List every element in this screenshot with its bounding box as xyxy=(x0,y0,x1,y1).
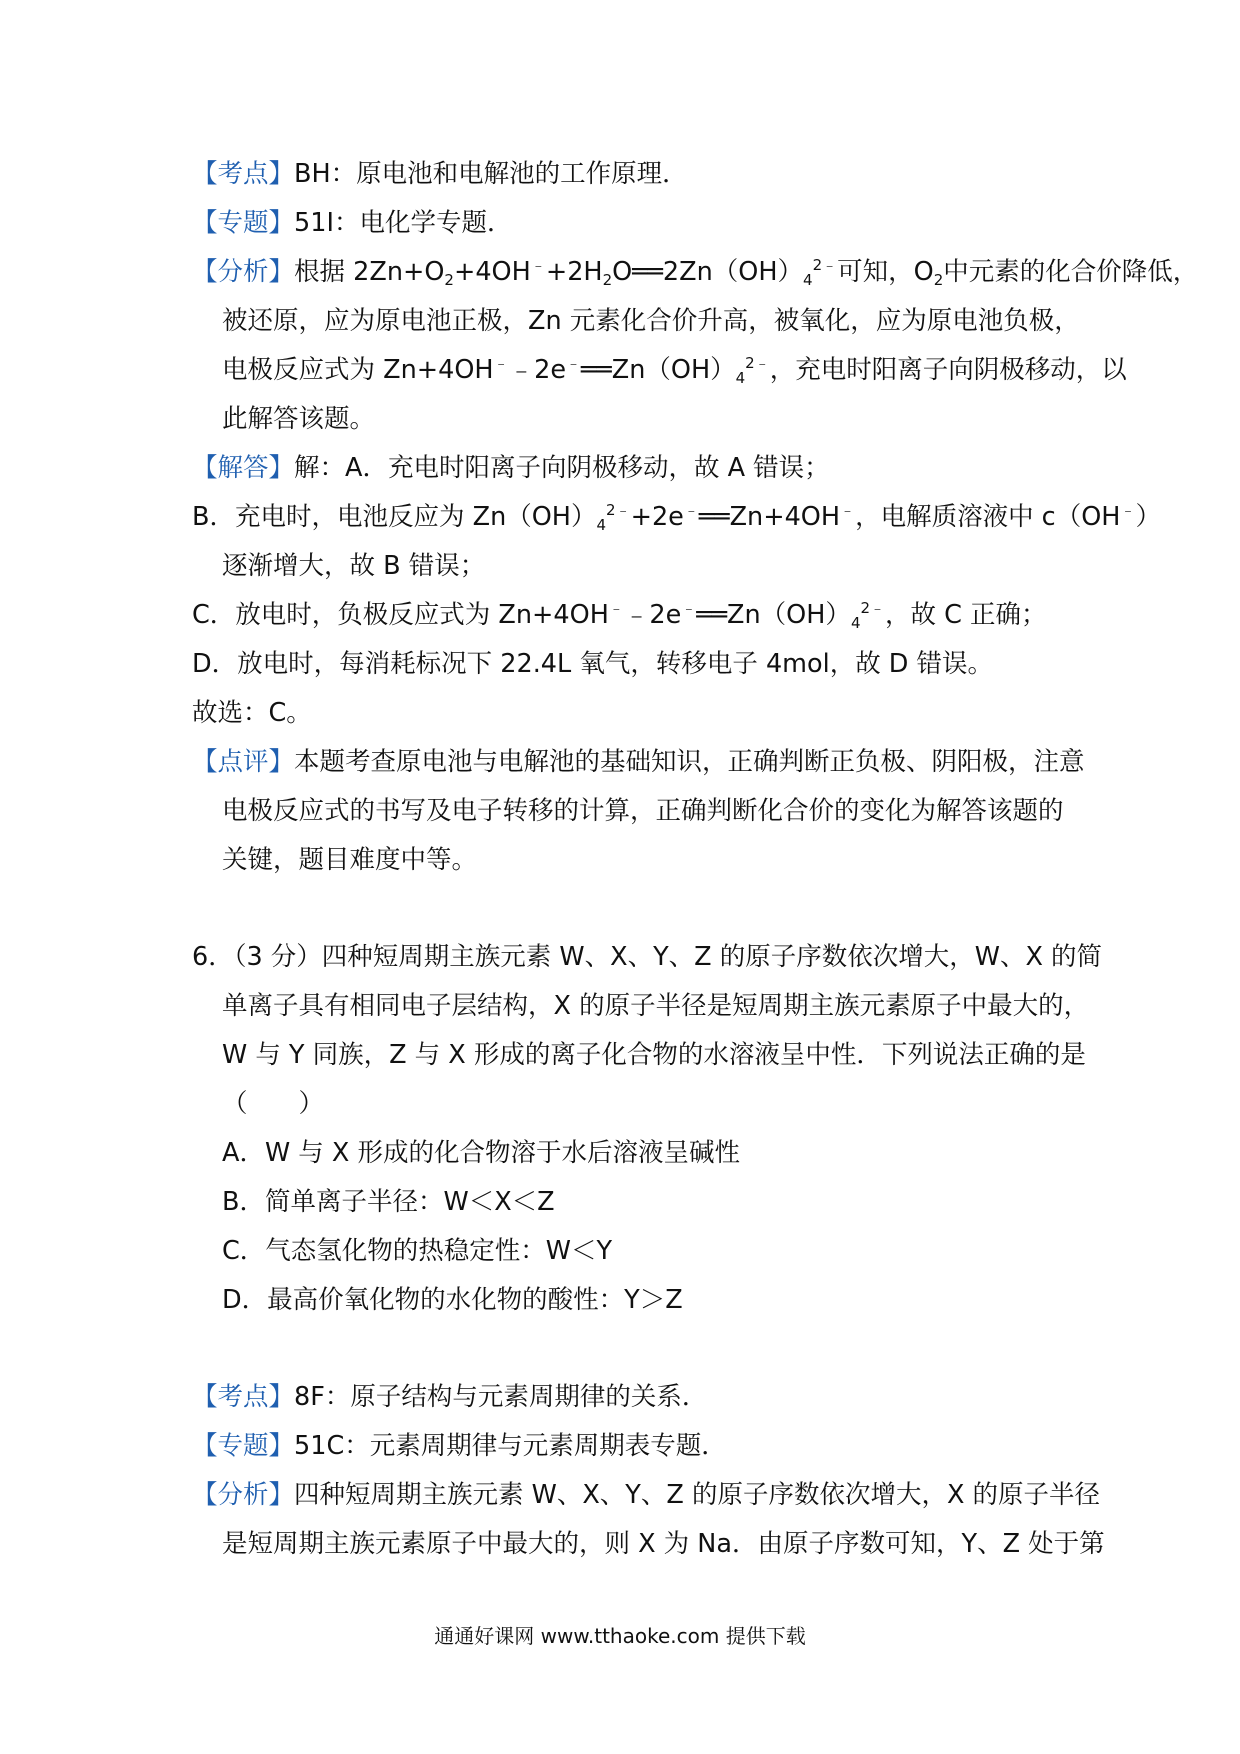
fenxi-text: 根据 2Zn+O xyxy=(294,257,445,287)
fenxi-text: ﹣2e xyxy=(508,355,567,385)
fenxi-line-3 xyxy=(222,353,1127,387)
superscript: ﹣ xyxy=(840,501,856,519)
superscript: ﹣ xyxy=(566,354,582,372)
jieda-tag: 【解答】 xyxy=(192,453,295,483)
subscript: 4 xyxy=(596,516,607,534)
fenxi-text: ══Zn（OH） xyxy=(581,355,736,385)
kaodian-line-2 xyxy=(192,1380,707,1414)
subscript: 4 xyxy=(850,614,861,632)
question-6-stem-line-2: 单离子具有相同电子层结构，X 的原子半径是短周期主族元素原子中最大的， xyxy=(222,991,1090,1021)
fenxi-text: O══2Zn（OH） xyxy=(612,257,804,287)
fenxi-text: 四种短周期主族元素 W、X、Y、Z 的原子序数依次增大，X 的原子半径 xyxy=(294,1480,1101,1510)
fenxi-line-1 xyxy=(192,255,1198,289)
dianping-line-2: 电极反应式的书写及电子转移的计算，正确判断化合价的变化为解答该题的 xyxy=(222,796,1064,826)
answer-text: ，电解质溶液中 c（OH xyxy=(855,502,1121,532)
superscript: 2﹣ xyxy=(812,256,838,274)
dianping-line-3: 关键，题目难度中等。 xyxy=(222,845,478,875)
fenxi-text: +2H xyxy=(545,257,603,287)
superscript: ﹣ xyxy=(1120,501,1136,519)
question-6-stem-line-1: 6．（3 分）四种短周期主族元素 W、X、Y、Z 的原子序数依次增大，W、X 的简 xyxy=(192,942,1103,972)
superscript: ﹣ xyxy=(530,256,546,274)
jieda-line xyxy=(192,451,830,485)
zhuanti-tag: 【专题】 xyxy=(192,1431,295,1461)
superscript: ﹣ xyxy=(608,599,624,617)
answer-b-line-1 xyxy=(192,500,1161,534)
guxuan-line: 故选：C。 xyxy=(192,698,312,728)
fenxi-text: 电极反应式为 Zn+4OH xyxy=(222,355,494,385)
fenxi-text: 中元素的化合价降低， xyxy=(943,257,1199,287)
fenxi-line-4: 此解答该题。 xyxy=(222,404,376,434)
answer-text: ，故 C 正确； xyxy=(885,600,1047,630)
fenxi-line-6: 是短周期主族元素原子中最大的，则 X 为 Na．由原子序数可知，Y、Z 处于第 xyxy=(222,1529,1105,1559)
fenxi-line-5 xyxy=(192,1478,1100,1512)
option-d: D．最高价氧化物的水化物的酸性：Y＞Z xyxy=(222,1285,683,1315)
kaodian-text: 8F：原子结构与元素周期律的关系． xyxy=(294,1382,708,1412)
answer-text: ══Zn+4OH xyxy=(698,502,841,532)
subscript: 2 xyxy=(602,271,613,289)
option-c: C．气态氢化物的热稳定性：W＜Y xyxy=(222,1236,613,1266)
subscript: 2 xyxy=(444,271,454,289)
fenxi-text: +4OH xyxy=(453,257,531,287)
answer-text: ﹣2e xyxy=(623,600,682,630)
fenxi-text: 可知，O xyxy=(837,257,934,287)
subscript: 4 xyxy=(803,271,813,289)
answer-d-line: D．放电时，每消耗标况下 22.4L 氧气，转移电子 4mol，故 D 错误。 xyxy=(192,649,994,679)
subscript: 2 xyxy=(933,271,944,289)
zhuanti-line-1 xyxy=(192,206,512,240)
kaodian-tag: 【考点】 xyxy=(192,159,295,189)
dianping-tag: 【点评】 xyxy=(192,747,295,777)
fenxi-line-2: 被还原，应为原电池正极，Zn 元素化合价升高，被氧化，应为原电池负极， xyxy=(222,306,1080,336)
option-a: A．W 与 X 形成的化合物溶于水后溶液呈碱性 xyxy=(222,1138,740,1168)
answer-c-line xyxy=(192,598,1047,632)
fenxi-tag: 【分析】 xyxy=(192,257,295,287)
zhuanti-line-2 xyxy=(192,1429,727,1463)
superscript: ﹣ xyxy=(493,354,509,372)
kaodian-tag: 【考点】 xyxy=(192,1382,295,1412)
page-footer: 通通好课网 www.tthaoke.com 提供下载 xyxy=(434,1624,806,1648)
superscript: 2﹣ xyxy=(860,599,886,617)
dianping-text: 本题考查原电池与电解池的基础知识，正确判断正负极、阴阳极，注意 xyxy=(294,747,1085,777)
question-6-stem-line-3: W 与 Y 同族，Z 与 X 形成的离子化合物的水溶液呈中性．下列说法正确的是 xyxy=(222,1040,1086,1070)
superscript: ﹣ xyxy=(681,599,697,617)
answer-text: ══Zn（OH） xyxy=(696,600,851,630)
superscript: ﹣ xyxy=(683,501,699,519)
zhuanti-tag: 【专题】 xyxy=(192,208,295,238)
answer-text: ） xyxy=(1135,502,1161,532)
fenxi-text: ，充电时阳离子向阴极移动，以 xyxy=(769,355,1127,385)
superscript: 2﹣ xyxy=(606,501,631,519)
answer-text: B．充电时，电池反应为 Zn（OH） xyxy=(192,502,597,532)
kaodian-line-1 xyxy=(192,157,688,191)
answer-b-line-2: 逐渐增大，故 B 错误； xyxy=(222,551,486,581)
subscript: 4 xyxy=(735,369,746,387)
superscript: 2﹣ xyxy=(745,354,770,372)
fenxi-tag: 【分析】 xyxy=(192,1480,295,1510)
zhuanti-text: 51C：元素周期律与元素周期表专题． xyxy=(294,1431,727,1461)
answer-text: C．放电时，负极反应式为 Zn+4OH xyxy=(192,600,609,630)
question-6-answer-blank: （ ） xyxy=(222,1089,325,1119)
kaodian-text: BH：原电池和电解池的工作原理． xyxy=(294,159,688,189)
answer-text: +2e xyxy=(630,502,684,532)
jieda-text: 解：A．充电时阳离子向阴极移动，故 A 错误； xyxy=(294,453,830,483)
option-b: B．简单离子半径：W＜X＜Z xyxy=(222,1187,555,1217)
dianping-line-1 xyxy=(192,745,1085,779)
zhuanti-text: 51I：电化学专题． xyxy=(294,208,513,238)
